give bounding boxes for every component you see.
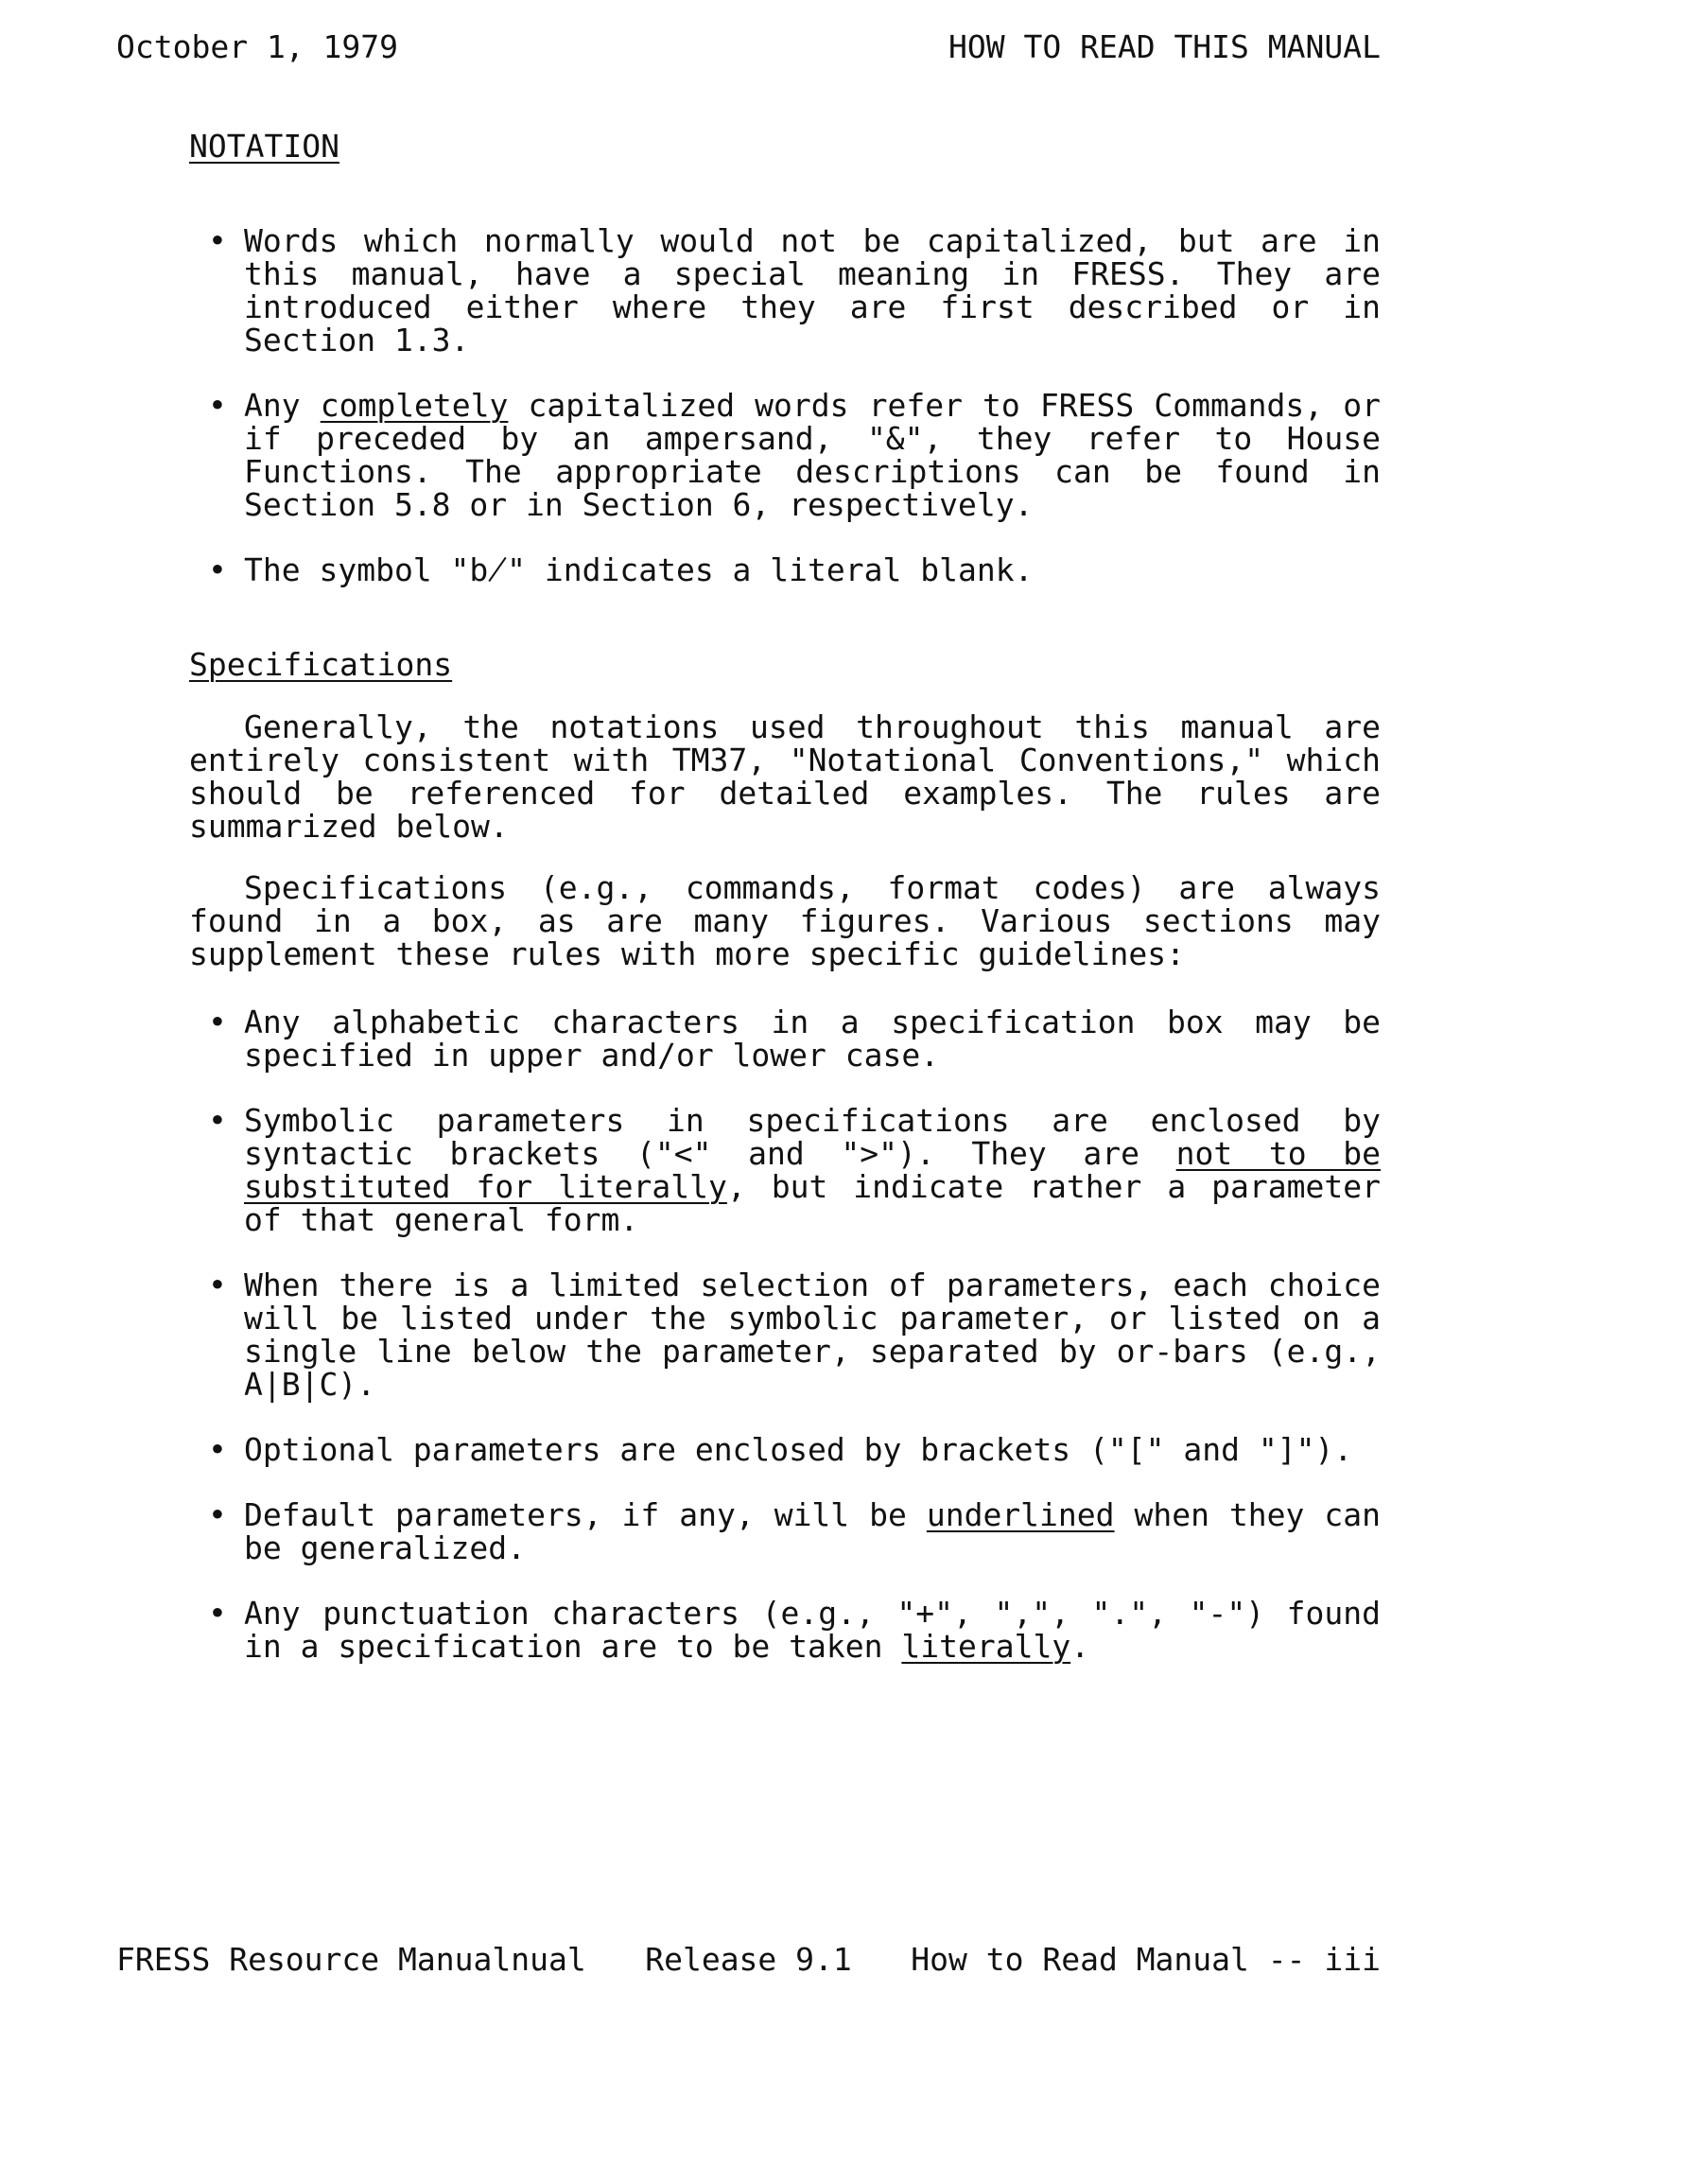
notation-item: • Any completely capitalized words refer to FRESS Commands, or if preceded by an ampersand, "&", they refer to House Functions. The appropriate descriptions can be found in Section 5.8 or in Section 6, respectively. xyxy=(189,389,1381,521)
emphasis-underline: underlined xyxy=(926,1496,1115,1533)
spec-item: • Any alphabetic characters in a specification box may be specified in upper and/or lower case. xyxy=(189,1005,1381,1072)
notation-item: • Words which normally would not be capitalized, but are in this manual, have a special meaning in FRESS. They are introduced either where they are first described or in Section 1.3. xyxy=(189,224,1381,357)
spec-item: • Any punctuation characters (e.g., "+", ",", ".", "-") found in a specification are to be taken literally. xyxy=(189,1597,1381,1663)
spec-item: • Default parameters, if any, will be underlined when they can be generalized. xyxy=(189,1498,1381,1564)
notation-list xyxy=(189,224,1381,619)
spec-item: • Symbolic parameters in specifications are enclosed by syntactic brackets ("<" and ">"). They are not to be substituted for literally, but indicate rather a parameter of that general form. xyxy=(189,1104,1381,1236)
footer-page-label: How to Read Manual -- iii xyxy=(911,1941,1381,1978)
header-title: HOW TO READ THIS MANUAL xyxy=(948,28,1381,65)
spec-paragraph: Generally, the notations used throughout this manual are entirely consistent with TM37, "Notational Conventions," which should be referenced for detailed examples. The rules are summarized below. xyxy=(189,708,1381,845)
page-footer xyxy=(116,1941,1381,1978)
emphasis-underline: literally xyxy=(901,1628,1071,1665)
notation-item: • The symbol "b̸" indicates a literal blank. xyxy=(189,553,1381,586)
spec-paragraph: Specifications (e.g., commands, format codes) are always found in a box, as are many figures. Various sections may supplement these rules with more specific guidelines: xyxy=(189,869,1381,972)
specifications-heading: Specifications xyxy=(189,646,453,683)
emphasis-underline: not to be substituted for literally xyxy=(244,1135,1382,1205)
spec-item: • When there is a limited selection of parameters, each choice will be listed under the symbolic parameter, or listed on a single line below the parameter, separated by or-bars (e.g., A|B|C). xyxy=(189,1268,1381,1401)
header-date: October 1, 1979 xyxy=(116,28,399,65)
spec-item: • Optional parameters are enclosed by brackets ("[" and "]"). xyxy=(189,1433,1381,1466)
notation-heading: NOTATION xyxy=(189,128,339,165)
spec-list xyxy=(189,1005,1381,1695)
footer-release: Release 9.1 xyxy=(645,1941,852,1978)
emphasis-underline: completely xyxy=(320,387,509,424)
footer-manual-name: FRESS Resource Manualnual xyxy=(116,1941,586,1978)
